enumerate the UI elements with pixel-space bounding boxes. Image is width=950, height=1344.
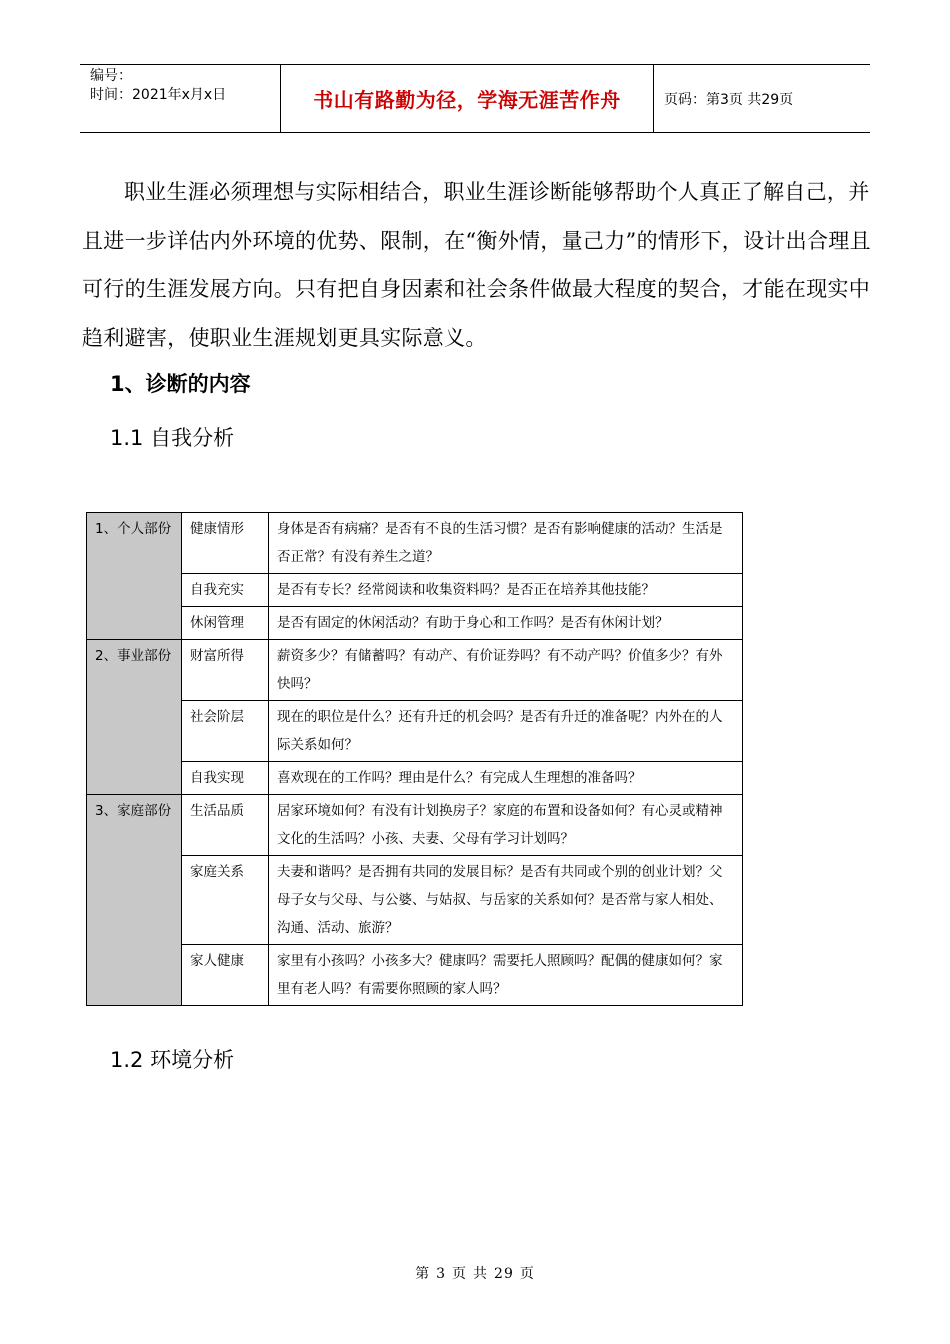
- subsection-heading-environment-analysis: 1.2 环境分析: [110, 1048, 235, 1072]
- header-meta: [80, 65, 280, 132]
- category-personal: 1、个人部份: [87, 513, 182, 640]
- item-self-enrichment-questions: 是否有专长？经常阅读和收集资料吗？是否正在培养其他技能？: [269, 574, 743, 607]
- item-life-quality: 生活品质: [182, 795, 269, 856]
- item-health: 健康情形: [182, 513, 269, 574]
- table-row: [87, 856, 743, 945]
- item-self-realization-questions: 喜欢现在的工作吗？理由是什么？有完成人生理想的准备吗？: [269, 762, 743, 795]
- header-motto: 书山有路勤为径，学海无涯苦作舟: [280, 65, 654, 132]
- section-heading: 1、诊断的内容: [110, 372, 251, 396]
- table-row: [87, 640, 743, 701]
- footer-ye: 页: [452, 1266, 468, 1282]
- table-row: [87, 762, 743, 795]
- category-family: 3、家庭部份: [87, 795, 182, 1006]
- table-row: [87, 945, 743, 1006]
- page-footer: [0, 1263, 950, 1283]
- item-self-enrichment: 自我充实: [182, 574, 269, 607]
- item-family-health: 家人健康: [182, 945, 269, 1006]
- item-social-class-questions: 现在的职位是什么？还有升迁的机会吗？是否有升迁的准备呢？内外在的人际关系如何？: [269, 701, 743, 762]
- footer-di: 第: [415, 1266, 431, 1282]
- item-wealth-questions: 薪资多少？有储蓄吗？有动产、有价证券吗？有不动产吗？价值多少？有外快吗？: [269, 640, 743, 701]
- intro-paragraph: 职业生涯必须理想与实际相结合，职业生涯诊断能够帮助个人真正了解自己，并且进一步详估内外环境的优势、限制，在“衡外情，量己力”的情形下，设计出合理且可行的生涯发展方向。只有把自身因素和社会条件做最大程度的契合，才能在现实中趋利避害，使职业生涯规划更具实际意义。: [82, 180, 871, 350]
- item-life-quality-questions: 居家环境如何？有没有计划换房子？家庭的布置和设备如何？有心灵或精神文化的生活吗？小孩、夫妻、父母有学习计划吗？: [269, 795, 743, 856]
- header-page-info: 页码：第3页 共29页: [664, 91, 794, 108]
- table-row: [87, 574, 743, 607]
- item-family-relations: 家庭关系: [182, 856, 269, 945]
- item-self-realization: 自我实现: [182, 762, 269, 795]
- item-leisure-questions: 是否有固定的休闲活动？有助于身心和工作吗？是否有休闲计划？: [269, 607, 743, 640]
- item-family-relations-questions: 夫妻和谐吗？是否拥有共同的发展目标？是否有共同或个别的创业计划？父母子女与父母、与公婆、与姑叔、与岳家的关系如何？是否常与家人相处、沟通、活动、旅游？: [269, 856, 743, 945]
- table-row: [87, 607, 743, 640]
- item-leisure: 休闲管理: [182, 607, 269, 640]
- item-wealth: 财富所得: [182, 640, 269, 701]
- document-header: [80, 64, 870, 133]
- table-row: [87, 701, 743, 762]
- footer-page-number: 3: [436, 1266, 447, 1282]
- table-row: [87, 513, 743, 574]
- item-family-health-questions: 家里有小孩吗？小孩多大？健康吗？需要托人照顾吗？配偶的健康如何？家里有老人吗？有需要你照顾的家人吗？: [269, 945, 743, 1006]
- document-time-label: 时间：2021年x月x日: [90, 87, 227, 103]
- footer-total-pages: 29: [494, 1266, 514, 1282]
- item-health-questions: 身体是否有病痛？是否有不良的生活习惯？是否有影响健康的活动？生活是否正常？有没有养生之道？: [269, 513, 743, 574]
- self-analysis-table: [86, 512, 743, 1006]
- subsection-heading-self-analysis: 1.1 自我分析: [110, 426, 235, 450]
- footer-ye-2: 页: [519, 1266, 535, 1282]
- footer-gong: 共: [473, 1266, 489, 1282]
- item-social-class: 社会阶层: [182, 701, 269, 762]
- table-row: [87, 795, 743, 856]
- document-number-label: 编号：: [90, 68, 132, 84]
- category-career: 2、事业部份: [87, 640, 182, 795]
